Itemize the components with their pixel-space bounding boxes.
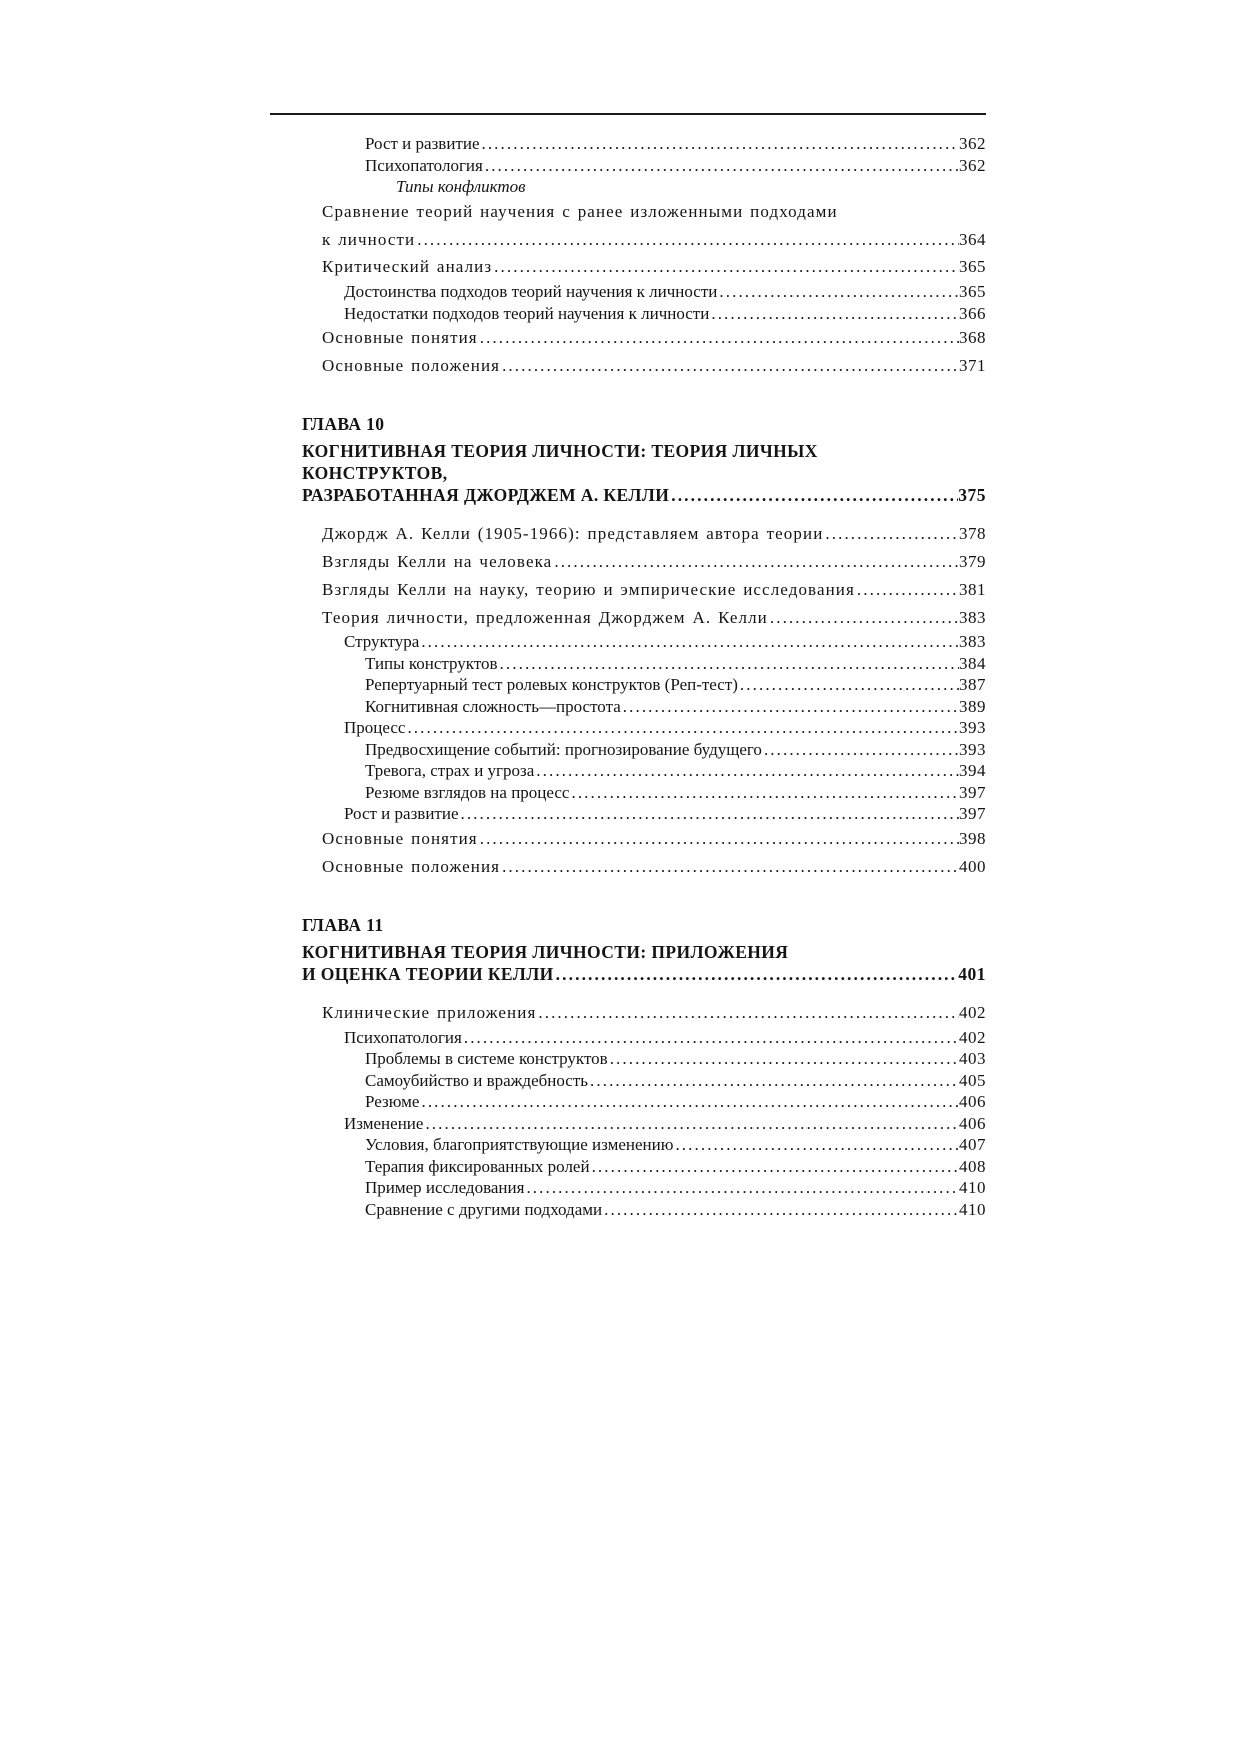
chapter-title-line [302, 484, 986, 506]
page-number: 368 [959, 328, 986, 348]
toc-entry [302, 1091, 986, 1113]
page-number: 410 [959, 1199, 986, 1219]
toc-entry [302, 303, 986, 325]
page-number: 364 [959, 229, 986, 249]
entry-label: Рост и развитие [365, 134, 480, 153]
leader-dots [419, 631, 959, 653]
leader-dots [608, 1048, 959, 1070]
page-number: 402 [959, 1002, 986, 1022]
leader-dots [536, 1002, 959, 1024]
page-number: 400 [959, 856, 986, 876]
entry-label: Самоубийство и враждебность [365, 1070, 589, 1090]
leader-dots [709, 303, 959, 325]
leader-dots [524, 1177, 959, 1199]
entry-label: Рост и развитие [344, 804, 459, 824]
page-number: 397 [959, 782, 986, 802]
entry-label: Изменение [344, 1113, 424, 1133]
entry-label: Недостатки подходов теорий научения к личности [344, 303, 710, 323]
toc-entry [302, 548, 986, 576]
entry-label: Типы конфликтов [396, 177, 526, 196]
page-number: 408 [959, 1156, 986, 1176]
page-number: 379 [959, 551, 986, 571]
leader-dots [554, 963, 959, 985]
toc-entry [302, 782, 986, 804]
leader-dots [738, 674, 959, 696]
page-number: 410 [959, 1178, 986, 1197]
toc-entry [302, 520, 986, 548]
leader-dots [621, 696, 959, 718]
toc-entry [302, 198, 986, 226]
page-number: 394 [959, 761, 986, 781]
page-number: 362 [959, 155, 986, 175]
page-number: 397 [959, 804, 986, 824]
entry-label: Репертуарный тест ролевых конструктов (Реп-тест) [365, 675, 738, 695]
page-number: 401 [958, 963, 986, 984]
entry-label: Резюме взглядов на процесс [365, 782, 570, 802]
entry-label: Условия, благоприятствующие изменению [365, 1135, 674, 1154]
chapter-entries [302, 520, 986, 881]
page-number: 365 [959, 257, 986, 277]
leader-dots [717, 281, 959, 303]
chapter-block [302, 413, 986, 881]
entry-label: Психопатология [365, 155, 483, 175]
leader-dots [415, 229, 959, 251]
entry-label: Пример исследования [365, 1178, 525, 1197]
page-number: 398 [959, 829, 986, 849]
leader-dots [500, 856, 959, 878]
page-number: 381 [959, 579, 986, 599]
entry-label: Взгляды Келли на человека [322, 551, 553, 571]
toc-entry [302, 604, 986, 632]
chapter-number: ГЛАВА 11 [302, 914, 384, 935]
toc-entry [302, 803, 986, 825]
toc-entry [302, 999, 986, 1027]
entry-label: Психопатология [344, 1027, 462, 1047]
toc-entry [302, 631, 986, 653]
entry-label: Типы конструктов [365, 653, 498, 673]
toc-entry [302, 1199, 986, 1221]
entry-label: Тревога, страх и угроза [365, 761, 535, 781]
leader-dots [458, 803, 959, 825]
toc-entry [302, 853, 986, 881]
page-number: 406 [959, 1113, 986, 1133]
page-number: 384 [959, 653, 986, 673]
entry-label: Джордж А. Келли (1905-1966): представляем автора теории [322, 524, 824, 544]
leader-dots [823, 523, 959, 545]
page-number: 402 [959, 1027, 986, 1047]
toc-entry [302, 352, 986, 380]
toc-entry [302, 1027, 986, 1049]
page-number: 383 [959, 632, 986, 652]
leader-dots [492, 256, 959, 278]
leader-dots [534, 760, 959, 782]
toc-entry [302, 739, 986, 761]
toc-entry [302, 281, 986, 303]
entry-label: к личности [322, 229, 416, 249]
page-number: 405 [959, 1070, 986, 1090]
leader-dots [569, 782, 959, 804]
chapter-entries [302, 999, 986, 1220]
leader-dots [478, 828, 959, 850]
page-number: 387 [959, 675, 986, 695]
chapter-title-line [302, 963, 986, 985]
leader-dots [588, 1070, 959, 1092]
entry-label: Сравнение с другими подходами [365, 1199, 603, 1219]
toc-entry [302, 225, 986, 253]
entry-label: РАЗРАБОТАННАЯ ДЖОРДЖЕМ А. КЕЛЛИ [302, 484, 670, 505]
chapter-block [302, 914, 986, 1220]
leader-dots [590, 1156, 959, 1178]
page-number: 406 [959, 1092, 986, 1111]
toc-entry [302, 825, 986, 853]
leader-dots [423, 1113, 959, 1135]
toc-entry [302, 576, 986, 604]
toc-entry [302, 133, 986, 155]
leader-dots [498, 653, 959, 675]
toc-entry [302, 1070, 986, 1092]
page-number: 393 [959, 739, 986, 759]
top-rule [270, 113, 986, 115]
entry-label: Проблемы в системе конструктов [365, 1049, 608, 1068]
entry-label: Процесс [344, 718, 406, 738]
leader-dots [602, 1199, 959, 1221]
page-number: 371 [959, 356, 986, 376]
leader-dots [419, 1091, 959, 1113]
toc-section [302, 133, 986, 380]
leader-dots [762, 739, 959, 761]
page-number: 378 [959, 524, 986, 544]
entry-label: Теория личности, предложенная Джорджем А. Келли [322, 607, 768, 627]
toc-entry [302, 653, 986, 675]
toc-entry [302, 696, 986, 718]
page-number: 366 [959, 303, 986, 323]
entry-label: Взгляды Келли на науку, теорию и эмпирические исследования [322, 579, 855, 599]
leader-dots [500, 355, 959, 377]
toc-entry [302, 176, 986, 198]
entry-label: Клинические приложения [322, 1002, 537, 1022]
toc-entry [302, 324, 986, 352]
entry-label: Терапия фиксированных ролей [365, 1156, 590, 1176]
leader-dots [405, 717, 959, 739]
chapter-title-line: КОНСТРУКТОВ, [302, 462, 448, 483]
leader-dots [479, 133, 959, 155]
page-number: 383 [959, 607, 986, 627]
toc-entry [302, 674, 986, 696]
leader-dots [462, 1027, 959, 1049]
toc-entry [302, 1156, 986, 1178]
entry-label: Резюме [365, 1092, 420, 1111]
leader-dots [669, 484, 958, 506]
page-number: 362 [959, 134, 986, 153]
toc-entry [302, 1134, 986, 1156]
leader-dots [855, 579, 959, 601]
entry-label: Основные положения [322, 856, 501, 876]
chapter-title-line: КОГНИТИВНАЯ ТЕОРИЯ ЛИЧНОСТИ: ТЕОРИЯ ЛИЧНЫХ [302, 440, 818, 461]
entry-label: Достоинства подходов теорий научения к личности [344, 282, 718, 302]
entry-label: Структура [344, 632, 420, 652]
entry-label: И ОЦЕНКА ТЕОРИИ КЕЛЛИ [302, 963, 554, 984]
toc-entry [302, 253, 986, 281]
toc-entry [302, 717, 986, 739]
leader-dots [478, 327, 959, 349]
toc-entry [302, 1048, 986, 1070]
chapter-number: ГЛАВА 10 [302, 413, 385, 434]
leader-dots [483, 155, 959, 177]
page-number: 389 [959, 696, 986, 716]
page-number: 403 [959, 1049, 986, 1068]
toc-entry [302, 1113, 986, 1135]
toc-content [302, 133, 986, 1220]
entry-label: Критический анализ [322, 257, 493, 277]
entry-label: Основные понятия [322, 829, 478, 849]
entry-label: Когнитивная сложность—простота [365, 696, 621, 716]
page-number: 393 [959, 718, 986, 738]
entry-label: Основные положения [322, 356, 501, 376]
toc-entry [302, 1177, 986, 1199]
leader-dots [673, 1134, 959, 1156]
leader-dots [768, 607, 959, 629]
entry-label: Основные понятия [322, 328, 478, 348]
leader-dots [552, 551, 959, 573]
toc-entry [302, 155, 986, 177]
toc-entry [302, 760, 986, 782]
page-number: 365 [959, 282, 986, 302]
entry-label: Сравнение теорий научения с ранее изложенными подходами [322, 201, 838, 221]
entry-label: Предвосхищение событий: прогнозирование будущего [365, 739, 762, 759]
chapter-title-line: КОГНИТИВНАЯ ТЕОРИЯ ЛИЧНОСТИ: ПРИЛОЖЕНИЯ [302, 941, 789, 962]
page-number: 375 [958, 484, 986, 505]
page-number: 407 [959, 1135, 986, 1154]
